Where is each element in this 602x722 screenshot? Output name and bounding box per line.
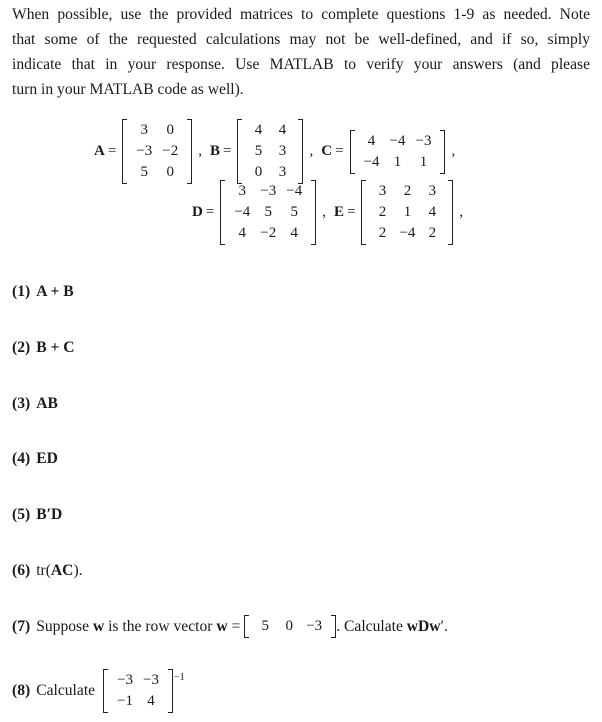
question-4 [12, 450, 58, 468]
question-number: (2) [12, 339, 31, 356]
matrix-d-cell: −3 [260, 183, 277, 199]
inverse-matrix-cell: −1 [117, 693, 134, 709]
matrix-c-label: C [321, 143, 333, 159]
comma: , [309, 143, 314, 159]
equals-sign: = [227, 617, 245, 635]
matrix-c-cell: −3 [415, 132, 432, 149]
matrix-a-cell: 3 [140, 122, 149, 138]
question-text: tr( [36, 562, 51, 579]
matrix-b [237, 120, 303, 183]
question-expression: AC [50, 562, 74, 579]
matrix-c-cell: 1 [393, 153, 402, 170]
matrix-e-cell: 3 [378, 183, 387, 199]
matrix-row-abc [94, 120, 463, 183]
instructions-line-3: indicate that in your response. Use MATLAB to verify your answers (and please [12, 56, 590, 73]
comma: , [322, 204, 326, 220]
vector-w: w [216, 617, 228, 635]
instructions [12, 2, 590, 102]
comma: , [459, 204, 464, 220]
question-number: (5) [12, 506, 31, 523]
question-text: Suppose [36, 617, 93, 635]
matrix-e-cell: 2 [428, 225, 437, 241]
matrix-d-label: D [192, 204, 203, 220]
matrix-c [350, 131, 446, 173]
question-text: Calculate [36, 682, 96, 699]
matrix-a-cell: −2 [162, 143, 179, 159]
question-7 [12, 616, 448, 637]
question-number: (1) [12, 283, 31, 300]
question-number: (3) [12, 395, 31, 412]
question-expression: AB [36, 395, 58, 412]
matrix-e-cell: 1 [403, 204, 412, 220]
matrix-b-cell: 3 [278, 164, 287, 180]
vector-cell: −3 [306, 618, 323, 634]
matrix-c-cell: −4 [363, 153, 380, 170]
inverse-matrix-cell: −3 [117, 672, 134, 688]
matrix-e-label: E [333, 204, 344, 220]
vector-w: w [92, 617, 105, 635]
question-text: ′. [440, 617, 448, 635]
question-expression: ED [36, 450, 58, 467]
question-2 [12, 339, 75, 357]
matrix-b-cell: 4 [254, 122, 263, 138]
matrix-d [220, 181, 316, 244]
question-expression: wDw [406, 617, 441, 635]
question-6 [12, 562, 83, 580]
question-text: is the row vector [104, 617, 217, 635]
matrix-row-de [192, 181, 471, 244]
matrix-e-cell: 2 [403, 183, 412, 199]
row-vector [244, 616, 336, 637]
vector-cell: 0 [285, 618, 293, 634]
question-1 [12, 283, 74, 301]
matrix-e-cell: −4 [399, 225, 416, 241]
question-expression: B′D [36, 506, 63, 523]
question-expression: A + B [36, 283, 74, 300]
matrix-a-cell: 5 [140, 164, 149, 180]
inverse-matrix [103, 670, 173, 712]
instructions-line-2: that some of the requested calculations may not be well-defined, and if so, simply [12, 31, 590, 48]
matrix-d-cell: 3 [238, 183, 247, 199]
matrix-d-cell: 4 [290, 225, 298, 241]
matrix-d-cell: −4 [286, 183, 303, 199]
question-text: . [336, 617, 341, 635]
matrix-e-cell: 2 [378, 225, 387, 241]
matrix-e-cell: 3 [428, 183, 437, 199]
comma: , [198, 143, 202, 159]
equals-sign: = [335, 143, 344, 159]
equals-sign: = [107, 143, 117, 159]
matrix-d-cell: 5 [290, 204, 298, 220]
matrix-d-cell: −2 [260, 225, 277, 241]
matrix-c-cell: 4 [367, 132, 376, 149]
matrix-b-cell: 5 [254, 143, 263, 159]
matrix-a-cell: 0 [166, 164, 175, 180]
matrix-e [361, 181, 453, 244]
instructions-line-1: When possible, use the provided matrices to complete questions 1-9 as needed. Note [12, 6, 590, 23]
inverse-exponent: −1 [174, 671, 185, 683]
matrix-d-cell: 5 [264, 204, 273, 220]
matrix-c-cell: 1 [419, 153, 428, 170]
instructions-line-4: turn in your MATLAB code as well). [12, 81, 244, 98]
comma: , [451, 143, 456, 159]
vector-cell: 5 [261, 618, 269, 634]
question-number: (6) [12, 562, 31, 579]
matrix-d-cell: 4 [238, 225, 247, 241]
matrix-b-cell: 0 [254, 164, 263, 180]
equals-sign: = [346, 204, 356, 220]
matrix-e-cell: 4 [428, 204, 437, 220]
matrix-b-cell: 3 [278, 143, 287, 159]
question-number: (8) [12, 682, 31, 699]
matrix-b-cell: 4 [278, 122, 287, 138]
matrix-c-cell: −4 [389, 132, 406, 149]
inverse-matrix-cell: 4 [147, 693, 155, 709]
question-3 [12, 395, 58, 413]
question-number: (4) [12, 450, 31, 467]
matrix-a-cell: −3 [136, 143, 153, 159]
matrix-a-cell: 0 [166, 122, 175, 138]
question-5 [12, 506, 62, 524]
equals-sign: = [223, 143, 232, 159]
question-text: Calculate [340, 617, 407, 635]
matrix-a-label: A [94, 143, 105, 159]
question-text: ). [73, 562, 83, 579]
question-number: (7) [12, 617, 31, 635]
matrix-d-cell: −4 [234, 204, 251, 220]
question-8 [12, 670, 185, 712]
inverse-matrix-cell: −3 [143, 672, 160, 688]
equals-sign: = [205, 204, 215, 220]
question-expression: B + C [36, 339, 75, 356]
matrix-b-label: B [210, 143, 221, 159]
matrix-e-cell: 2 [378, 204, 387, 220]
matrix-a [122, 120, 192, 183]
